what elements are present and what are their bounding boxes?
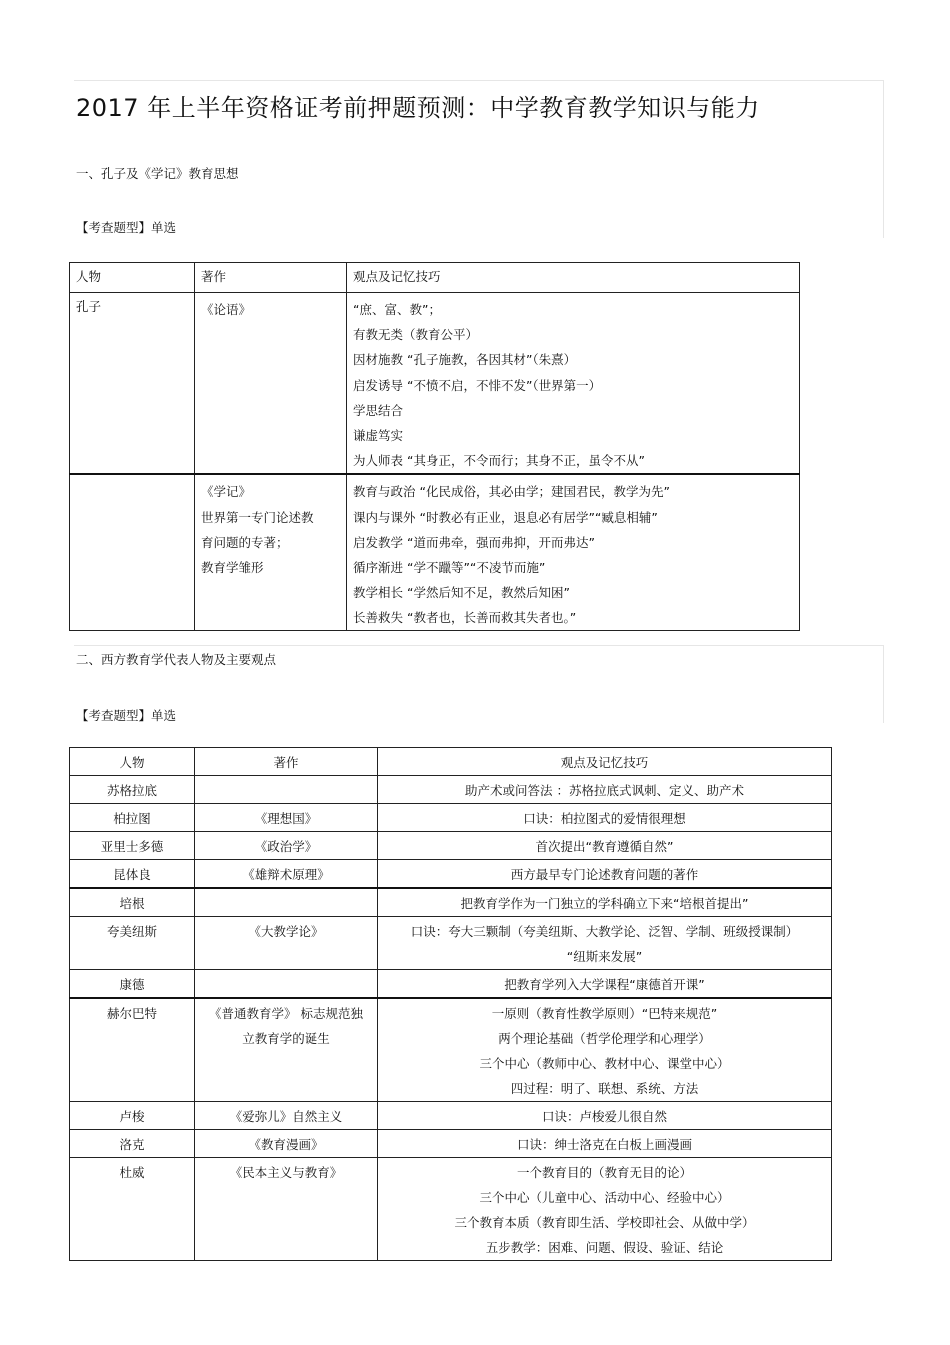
table-row <box>70 888 832 917</box>
works-cell <box>195 917 378 970</box>
table-row <box>70 293 800 475</box>
column-header-text: 著作 <box>273 755 299 770</box>
works-cell <box>195 293 347 475</box>
works-line <box>195 778 377 803</box>
works-cell <box>195 776 378 804</box>
person-cell <box>70 998 195 1102</box>
point-line: 启发诱导 “不愤不启，不悱不发”（世界第一） <box>353 377 602 393</box>
point-line: 因材施教 “孔子施教，各因其材”（朱熹） <box>353 352 577 368</box>
works-line: 教育学雏形 <box>201 559 264 575</box>
person-text: 杜威 <box>119 1165 145 1180</box>
point-line: 谦虚笃实 <box>353 427 404 443</box>
table-row <box>70 1158 832 1261</box>
works-line: 世界第一专门论述教 <box>201 509 314 525</box>
point-line: 两个理论基础（哲学伦理学和心理学） <box>498 1031 711 1046</box>
page-rule-right-2 <box>883 645 884 723</box>
table-row <box>70 917 832 970</box>
points-cell <box>378 832 832 860</box>
works-line: 《政治学》 <box>254 839 318 854</box>
person-text: 柏拉图 <box>113 811 151 826</box>
table-row <box>70 1102 832 1130</box>
person-cell <box>70 1130 195 1158</box>
column-header <box>70 748 195 776</box>
point-line: 三个中心（教师中心、教材中心、课堂中心） <box>479 1056 730 1071</box>
points-cell <box>378 860 832 889</box>
works-cell <box>195 998 378 1102</box>
points-cell <box>378 1130 832 1158</box>
point-line: 三个教育本质（教育即生活、学校即社会、从做中学） <box>454 1215 755 1230</box>
point-line: 口诀：柏拉图式的爱情很理想 <box>523 811 686 826</box>
person-cell <box>70 888 195 917</box>
table-header-row <box>70 748 832 776</box>
point-line: 为人师表 “其身正，不令而行；其身不正，虽令不从” <box>353 453 645 469</box>
point-line: “纽斯来发展” <box>566 949 643 964</box>
point-line: 口诀：卢梭爱儿很自然 <box>541 1109 667 1124</box>
person-text: 洛克 <box>119 1137 145 1152</box>
points-cell <box>378 998 832 1102</box>
works-cell <box>195 804 378 832</box>
works-cell <box>195 474 347 631</box>
works-cell <box>195 860 378 889</box>
points-cell <box>378 804 832 832</box>
point-line: 启发教学 “道而弗牵，强而弗抑，开而弗达” <box>353 534 595 550</box>
works-cell <box>195 1158 378 1261</box>
works-cell <box>195 970 378 999</box>
works-line: 《爱弥儿》自然主义 <box>229 1109 343 1124</box>
works-line: 《教育漫画》 <box>248 1137 324 1152</box>
point-line: 口诀：绅士洛克在白板上画漫画 <box>516 1137 692 1152</box>
person-cell <box>70 474 195 631</box>
point-line: 西方最早专门论述教育问题的著作 <box>510 867 699 882</box>
person-cell <box>70 776 195 804</box>
point-line: 长善救失 “教者也，长善而救其失者也。” <box>353 610 577 626</box>
section1-heading: 一、孔子及《学记》教育思想 <box>76 166 239 181</box>
works-line: 《学记》 <box>201 484 252 500</box>
person-cell <box>70 1102 195 1130</box>
table-row <box>70 1130 832 1158</box>
point-line: 课内与课外 “时教必有正业，退息必有居学”“臧息相辅” <box>353 509 658 525</box>
point-line: 五步教学：困难、问题、假设、验证、结论 <box>485 1240 724 1255</box>
works-line: 《雄辩术原理》 <box>242 867 330 882</box>
page-title: 2017 年上半年资格证考前押题预测：中学教育教学知识与能力 <box>76 94 760 122</box>
table-row <box>70 998 832 1102</box>
person-text: 苏格拉底 <box>106 783 157 798</box>
works-cell <box>195 1102 378 1130</box>
person-cell <box>70 917 195 970</box>
person-text: 康德 <box>119 977 145 992</box>
points-cell <box>347 293 800 475</box>
points-cell <box>378 776 832 804</box>
person-text: 卢梭 <box>119 1109 145 1124</box>
column-header-text: 观点及记忆技巧 <box>560 755 649 770</box>
table-row <box>70 474 800 631</box>
column-header <box>195 748 378 776</box>
table-row <box>70 832 832 860</box>
page-rule-mid <box>74 645 884 646</box>
point-line: 循序渐进 “学不躐等”“不凌节而施” <box>353 559 546 575</box>
works-line: 《普通教育学》 标志规范独 <box>209 1006 363 1021</box>
table-row <box>70 970 832 999</box>
point-line: “庶、富、教”； <box>353 302 441 317</box>
points-cell <box>378 888 832 917</box>
works-cell <box>195 832 378 860</box>
column-header: 著作 <box>195 263 347 293</box>
works-line <box>195 891 377 916</box>
point-line: 把教育学作为一门独立的学科确立下来“培根首提出” <box>460 896 749 911</box>
point-line: 把教育学列入大学课程“康德首开课” <box>504 977 705 992</box>
point-line: 三个中心（儿童中心、活动中心、经验中心） <box>479 1190 730 1205</box>
person-cell <box>70 970 195 999</box>
table-header-row <box>70 263 800 293</box>
column-header-text: 人物 <box>119 755 145 770</box>
works-line <box>195 972 377 997</box>
person-cell <box>70 832 195 860</box>
points-cell <box>378 970 832 999</box>
confucius-table <box>69 262 800 631</box>
works-line: 《民本主义与教育》 <box>229 1165 343 1180</box>
western-educators-table <box>69 747 832 1261</box>
point-line: 一原则（教育性教学原则）“巴特来规范” <box>491 1006 718 1021</box>
page-rule-right <box>883 80 884 238</box>
person-text: 昆体良 <box>113 867 151 882</box>
works-line: 立教育学的诞生 <box>242 1031 330 1046</box>
page-rule-top <box>74 80 884 81</box>
person-text: 培根 <box>119 896 145 911</box>
works-line: 《论语》 <box>201 302 252 317</box>
point-line: 四过程：明了、联想、系统、方法 <box>510 1081 699 1096</box>
person-cell <box>70 860 195 889</box>
person-cell <box>70 804 195 832</box>
point-line: 教学相长 “学然后知不足，教然后知困” <box>353 585 570 601</box>
points-cell <box>378 917 832 970</box>
column-header <box>378 748 832 776</box>
point-line: 一个教育目的（教育无目的论） <box>516 1165 692 1180</box>
person-text: 赫尔巴特 <box>106 1006 157 1021</box>
person-cell: 孔子 <box>70 293 195 475</box>
point-line: 有教无类（教育公平） <box>353 327 479 343</box>
person-text: 夸美纽斯 <box>106 924 157 939</box>
points-cell <box>347 474 800 631</box>
column-header: 人物 <box>70 263 195 293</box>
person-cell <box>70 1158 195 1261</box>
section2-question-type: 【考查题型】单选 <box>76 708 177 723</box>
table-row <box>70 776 832 804</box>
works-cell <box>195 888 378 917</box>
section1-question-type: 【考查题型】单选 <box>76 220 177 235</box>
point-line: 学思结合 <box>353 402 404 418</box>
points-cell <box>378 1158 832 1261</box>
points-cell <box>378 1102 832 1130</box>
works-line: 《大教学论》 <box>248 924 324 939</box>
point-line: 教育与政治 “化民成俗，其必由学；建国君民，教学为先” <box>353 484 670 500</box>
table-row <box>70 804 832 832</box>
table-row <box>70 860 832 889</box>
column-header: 观点及记忆技巧 <box>347 263 800 293</box>
works-cell <box>195 1130 378 1158</box>
works-line: 育问题的专著； <box>201 534 289 550</box>
section2-heading: 二、西方教育学代表人物及主要观点 <box>76 652 277 667</box>
person-text: 亚里士多德 <box>100 839 164 854</box>
works-line: 《理想国》 <box>254 811 318 826</box>
point-line: 首次提出“教育遵循自然” <box>535 839 674 854</box>
point-line: 口诀：夸大三颗制（夸美纽斯、大教学论、泛智、学制、班级授课制） <box>410 924 799 939</box>
point-line: 助产术或问答法 ：苏格拉底式讽刺、定义、助产术 <box>465 783 744 798</box>
